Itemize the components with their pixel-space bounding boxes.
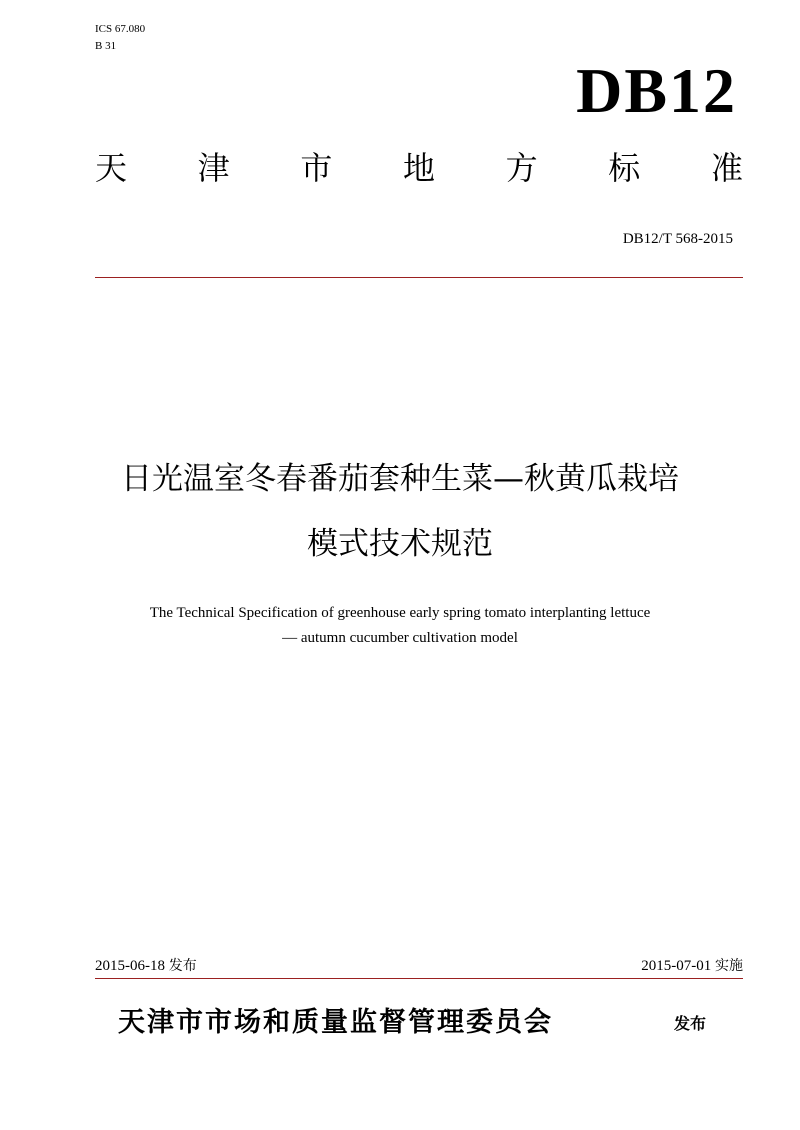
english-title-line1: The Technical Specification of greenhouse early spring tomato interplanting lettuce bbox=[149, 605, 651, 621]
standard-type-char: 地 bbox=[402, 149, 435, 187]
ics-code: ICS 67.080 bbox=[95, 23, 146, 35]
standard-type-char: 准 bbox=[710, 149, 743, 187]
english-title-line2: — autumn cucumber cultivation model bbox=[282, 630, 518, 646]
chinese-title-line1: 日光温室冬春番茄套种生菜—秋黄瓜栽培 bbox=[121, 461, 679, 497]
publish-date: 2015-06-18 bbox=[95, 958, 165, 974]
issue-label: 发布 bbox=[674, 1014, 707, 1033]
standard-type-title bbox=[95, 148, 743, 188]
bottom-divider bbox=[95, 978, 743, 979]
standard-type-char: 天 bbox=[95, 149, 128, 187]
standard-number: DB12/T 568-2015 bbox=[622, 231, 733, 247]
publish-date-block bbox=[95, 956, 197, 976]
implement-label: 实施 bbox=[715, 958, 743, 974]
standard-type-char: 津 bbox=[197, 149, 230, 187]
ccs-code: B 31 bbox=[95, 40, 117, 52]
standard-type-char: 市 bbox=[300, 149, 333, 187]
issuing-authority: 天津市市场和质量监督管理委员会 bbox=[118, 1007, 553, 1038]
db12-logo: DB12 bbox=[576, 55, 737, 126]
chinese-title-line2: 模式技术规范 bbox=[307, 526, 493, 562]
implement-date: 2015-07-01 bbox=[641, 958, 712, 974]
implement-date-block bbox=[641, 956, 743, 976]
publish-label: 发布 bbox=[168, 958, 197, 974]
standard-type-char: 标 bbox=[608, 149, 641, 187]
standard-type-char: 方 bbox=[505, 149, 538, 187]
top-divider bbox=[95, 277, 743, 278]
